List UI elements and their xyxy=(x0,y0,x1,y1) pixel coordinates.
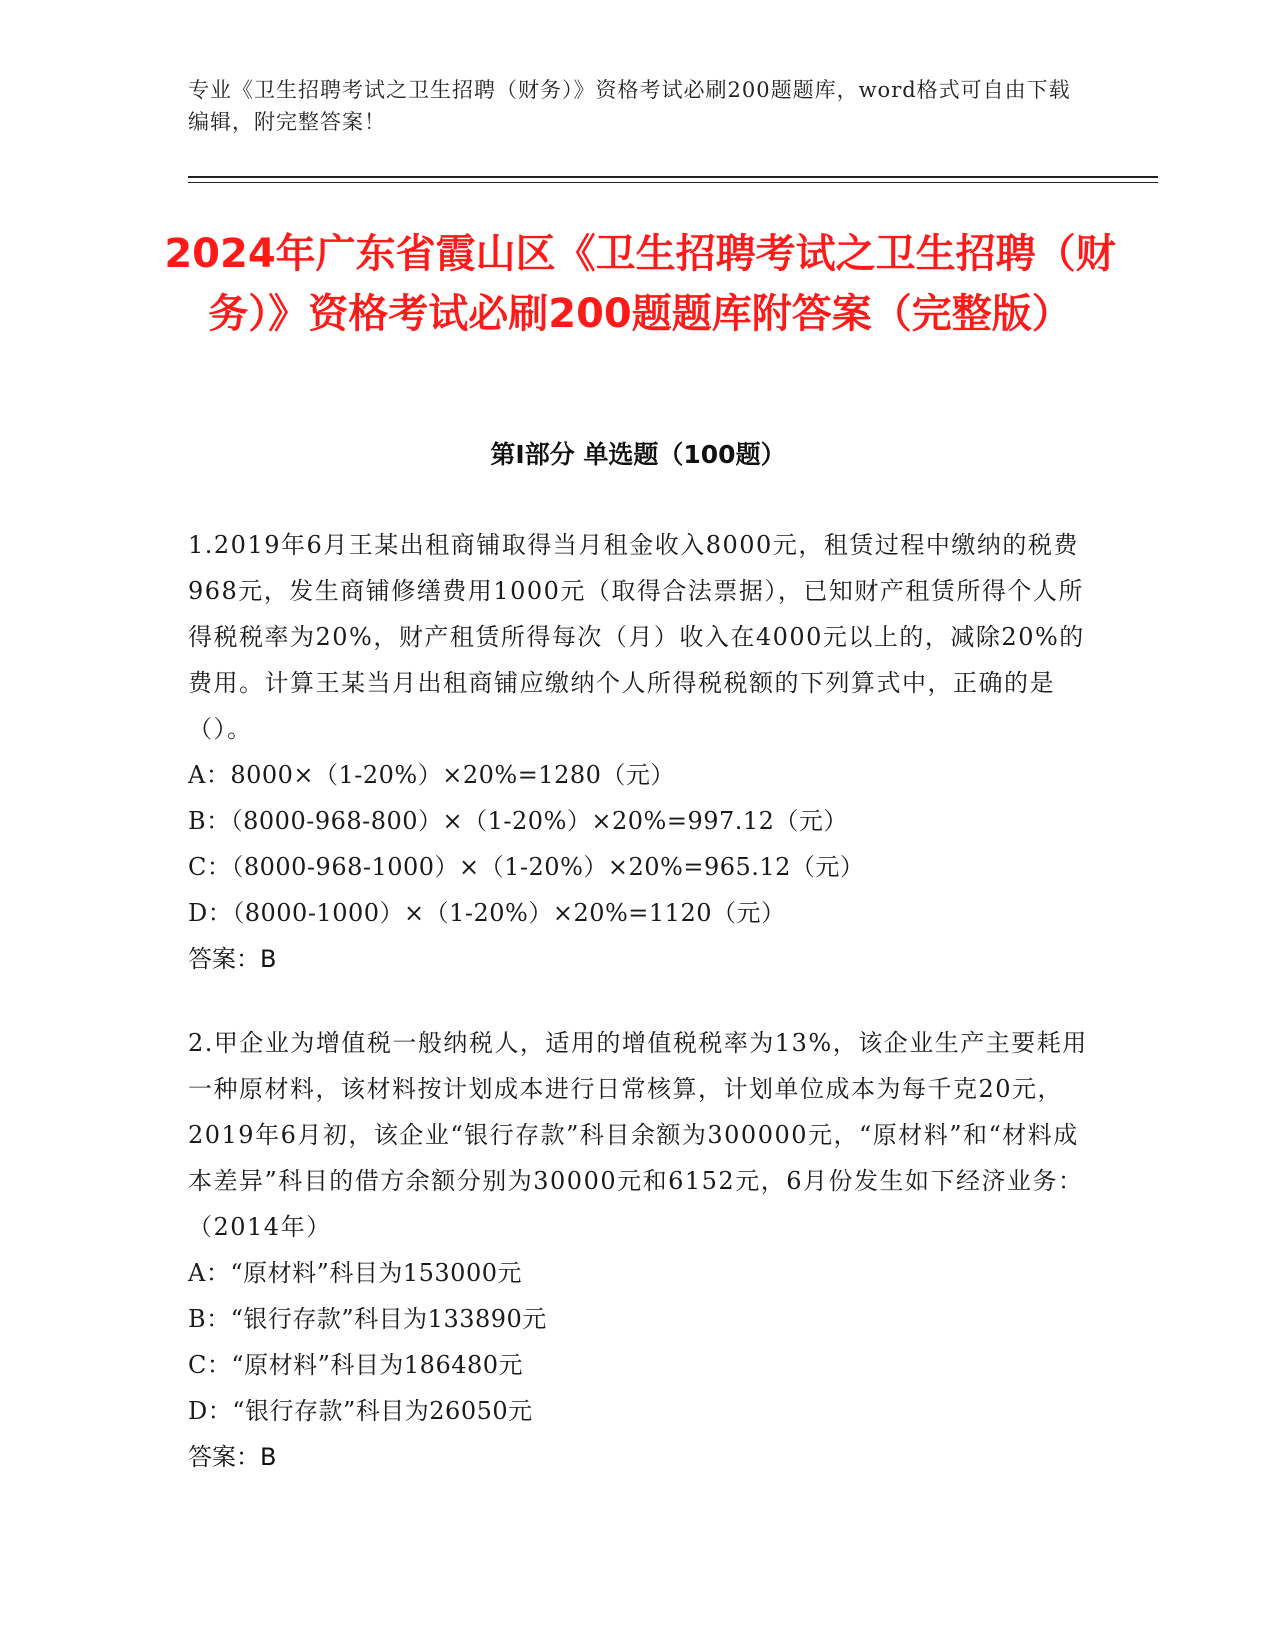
option-b: B：（8000-968-800）×（1-20%）×20%=997.12（元） xyxy=(188,807,848,835)
question-1 xyxy=(188,522,1088,982)
option-c: C：“原材料”科目为186480元 xyxy=(188,1351,524,1379)
option-d: D：“银行存款”科目为26050元 xyxy=(188,1397,533,1425)
option-d: D：（8000-1000）×（1-20%）×20%=1120（元） xyxy=(188,899,786,927)
answer: 答案：B xyxy=(188,945,277,973)
question-stem: 1.2019年6月王某出租商铺取得当月租金收入8000元，租赁过程中缴纳的税费968元，发生商铺修缮费用1000元（取得合法票据），已知财产租赁所得个人所得税税率为20%，财产租赁所得每次（月）收入在4000元以上的，减除20%的费用。计算王某当月出租商铺应缴纳个人所得税税额的下列算式中，正确的是（）。 xyxy=(188,531,1085,743)
header-divider-thin xyxy=(188,182,1158,183)
header-divider xyxy=(188,176,1158,178)
question-stem: 2.甲企业为增值税一般纳税人，适用的增值税税率为13%，该企业生产主要耗用一种原材料，该材料按计划成本进行日常核算，计划单位成本为每千克20元，2019年6月初，该企业“银行存款”科目余额为300000元，“原材料”和“材料成本差异”科目的借方余额分别为30000元和6152元，6月份发生如下经济业务：（2014年） xyxy=(188,1029,1088,1241)
answer: 答案：B xyxy=(188,1443,277,1471)
option-b: B：“银行存款”科目为133890元 xyxy=(188,1305,547,1333)
question-2 xyxy=(188,1020,1088,1480)
section-title: 第Ⅰ部分 单选题（100题） xyxy=(490,440,786,469)
document-title: 2024年广东省霞山区《卫生招聘考试之卫生招聘（财务）》资格考试必刷200题题库附答案（完整版） xyxy=(164,231,1116,337)
option-c: C：（8000-968-1000）×（1-20%）×20%=965.12（元） xyxy=(188,853,865,881)
header-note: 专业《卫生招聘考试之卫生招聘（财务）》资格考试必刷200题题库，word格式可自由下载编辑，附完整答案！ xyxy=(188,78,1071,134)
option-a: A：“原材料”科目为153000元 xyxy=(188,1259,522,1287)
option-a: A：8000×（1-20%）×20%=1280（元） xyxy=(188,761,675,789)
